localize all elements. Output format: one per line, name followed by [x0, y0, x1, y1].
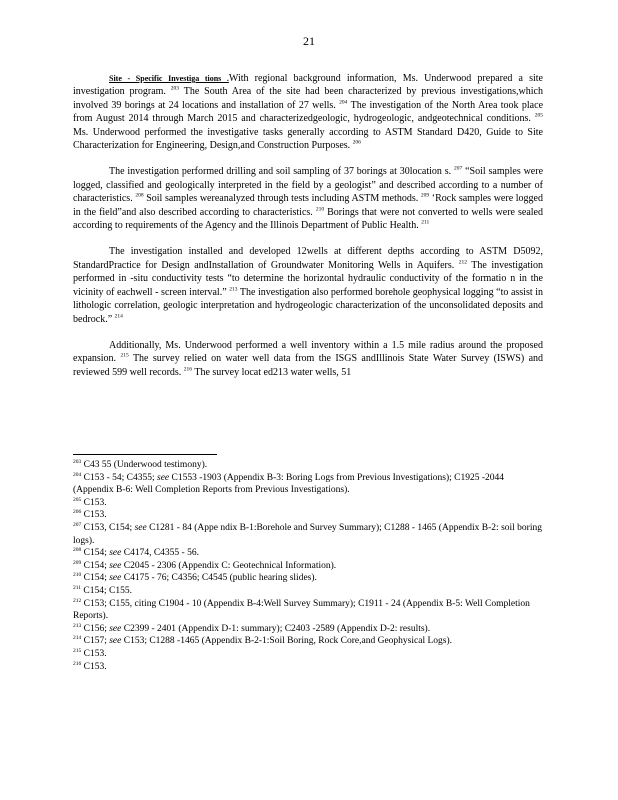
footnote-number: 205 — [73, 496, 82, 503]
text-segment: The investigation performed drilling and soil sampling of 37 borings at 30location s. — [109, 166, 455, 178]
text-segment: The investigation also performed borehole geophysical logging “to assist in lithologic correlation, geologic interpretation and hydrogeologic characterization of the unconsolidated deposits and bedrock.” — [73, 286, 543, 325]
text-segment: The South Area of the site had been characterized by previous investigations,which involved 39 borings at 24 locations and installation of 27 wells. — [73, 86, 543, 111]
footnote-ref[interactable]: 206 — [352, 139, 361, 146]
footnote — [73, 497, 543, 510]
footnote-ref[interactable]: 209 — [420, 192, 430, 199]
footnote-number: 206 — [73, 509, 82, 516]
footnote — [73, 522, 543, 547]
footnote-text: C4175 - 76; C4356; C4545 (public hearing slides). — [121, 573, 317, 584]
footnote-number: 207 — [73, 521, 82, 528]
footnote-text: C153, C154; — [81, 522, 135, 533]
footnote-text: C153; C1288 -1465 (Appendix B-2-1:Soil Boring, Rock Core,and Geophysical Logs). — [121, 636, 452, 647]
footnote-text: C2399 - 2401 (Appendix D-1: summary); C2403 -2589 (Appendix D-2: results). — [121, 623, 431, 634]
footnote-text: C153. — [81, 510, 107, 521]
footnote-number: 215 — [73, 647, 82, 654]
paragraph-drilling-sampling — [73, 165, 543, 232]
paragraph-well-inventory — [73, 339, 543, 379]
footnote-ref[interactable]: 216 — [183, 366, 193, 373]
footnote-text: C1281 - 84 (Appe ndix B-1:Borehole and Survey Summary); C1288 - 1465 (Appendix B-2: soil boring logs). — [73, 522, 542, 546]
footnote-ref[interactable]: 211 — [421, 219, 430, 226]
footnote — [73, 560, 543, 573]
text-segment: “Soil samples were logged, classified and geologically interpreted in the field by a geologist” and described according to a number of characteristics. — [73, 166, 544, 205]
paragraph-wells — [73, 245, 543, 325]
text-segment: ‘Rock samples were logged in the field”and also described according to characteristics. — [73, 193, 543, 218]
footnote-text: C156; — [81, 623, 110, 634]
text-segment: The survey relied on water well data from the ISGS andIllinois State Water Survey (ISWS) and reviewed 599 well records. — [73, 353, 544, 378]
footnote-ref[interactable]: 210 — [315, 206, 325, 213]
footnote — [73, 635, 543, 648]
footnote-number: 208 — [73, 547, 82, 553]
footnote-text: C1553 -1903 (Appendix B-3: Boring Logs from Previous Investigations); C1925 -2044 (Appendix B-6: Well Completion Reports from Previous Investigations). — [73, 472, 504, 496]
footnote — [73, 459, 543, 472]
text-segment: The investigation of the North Area took place from August 2014 through March 2015 and characterizedgeologic, hydrogeologic, andgeotechnical conditions. — [73, 99, 544, 125]
footnote — [73, 598, 543, 623]
footnote-text: C154; C155. — [81, 585, 132, 596]
footnote-signal: see — [157, 472, 170, 483]
footnote-ref[interactable]: 205 — [534, 112, 543, 119]
footnote-ref[interactable]: 214 — [114, 313, 123, 320]
footnote-signal: see — [109, 548, 122, 559]
footnote — [73, 509, 543, 522]
text-segment: The survey locat ed213 water wells, 51 — [192, 366, 352, 378]
footnote-number: 204 — [73, 471, 82, 478]
footnote-text: C153. — [81, 648, 107, 659]
footnote — [73, 572, 543, 585]
footnote-number: 203 — [73, 458, 82, 465]
footnote-text: C154; — [81, 560, 110, 571]
text-segment: Ms. Underwood performed the investigative tasks generally according to ASTM Standard D420, Guide to Site Characterization for Engineering, Design,and Construction Purposes. — [73, 126, 543, 152]
footnote — [73, 661, 543, 674]
footnote-ref[interactable]: 208 — [135, 192, 144, 199]
footnote-ref[interactable]: 203 — [170, 86, 180, 93]
footnote-signal: see — [109, 573, 122, 584]
footnote-separator — [73, 454, 217, 455]
footnote — [73, 472, 543, 497]
footnotes-section — [73, 459, 543, 673]
footnote-text: C153. — [81, 661, 107, 672]
footnote-ref[interactable]: 213 — [229, 286, 238, 293]
footnote-text: C153. — [81, 497, 107, 508]
footnote-text: C157; — [81, 636, 110, 647]
footnote-signal: see — [134, 522, 147, 533]
footnote — [73, 648, 543, 661]
footnote-number: 212 — [73, 597, 82, 604]
footnote-text: C2045 - 2306 (Appendix C: Geotechnical Information). — [121, 560, 337, 571]
text-segment: Borings that were not converted to wells were sealed according to requirements of the Agency and the Illinois Department of Public Health. — [73, 206, 543, 232]
footnote-number: 209 — [73, 559, 82, 566]
footnote-signal: see — [109, 636, 122, 647]
footnote-ref[interactable]: 215 — [120, 352, 129, 359]
footnote-signal: see — [109, 560, 122, 571]
text-segment: Soil samples wereanalyzed through tests including ASTM methods. — [143, 193, 421, 205]
body-text — [73, 72, 543, 392]
page-number: 21 — [303, 34, 315, 48]
footnote — [73, 623, 543, 636]
footnote — [73, 585, 543, 598]
footnote-signal: see — [109, 623, 122, 634]
footnote-ref[interactable]: 207 — [454, 166, 463, 173]
text-segment: The investigation performed in -situ conductivity tests “to determine the horizontal hydraulic conductivity of the formatio n in the vicinity of eachwell - screen interval.” — [73, 259, 544, 298]
text-segment: Additionally, Ms. Underwood performed a well inventory within a 1.5 mile radius around the proposed expansion. — [73, 339, 543, 365]
paragraph-site-investigation — [73, 72, 543, 152]
section-heading: Site - Specific Investiga tions . — [109, 74, 229, 83]
footnote-text: C153; C155, citing C1904 - 10 (Appendix B-4:Well Survey Summary); C1911 - 24 (Appendix B-5: Well Completion Reports). — [73, 598, 530, 622]
footnote-ref[interactable]: 212 — [458, 259, 467, 266]
footnote-number: 213 — [73, 622, 82, 629]
text-segment: With regional background information, Ms. Underwood prepared a site investigation program. — [73, 73, 543, 98]
footnote-number: 216 — [73, 660, 82, 667]
footnote-ref[interactable]: 204 — [339, 99, 348, 106]
footnote-text: C43 55 (Underwood testimony). — [81, 460, 208, 470]
footnote-text: C4174, C4355 - 56. — [121, 548, 199, 559]
footnote-text: C154; — [81, 548, 110, 559]
footnote-number: 211 — [73, 584, 82, 591]
footnote-number: 210 — [73, 572, 82, 579]
footnote-number: 214 — [73, 635, 82, 642]
footnote-text: C153 - 54; C4355; — [81, 472, 157, 483]
text-segment: The investigation installed and developed 12wells at different depths according to ASTM D5092, StandardPractice for Design andInstallation of Groundwater Monitoring Wells in Aquifers. — [73, 246, 543, 271]
footnote — [73, 547, 543, 560]
footnote-text: C154; — [81, 573, 110, 584]
